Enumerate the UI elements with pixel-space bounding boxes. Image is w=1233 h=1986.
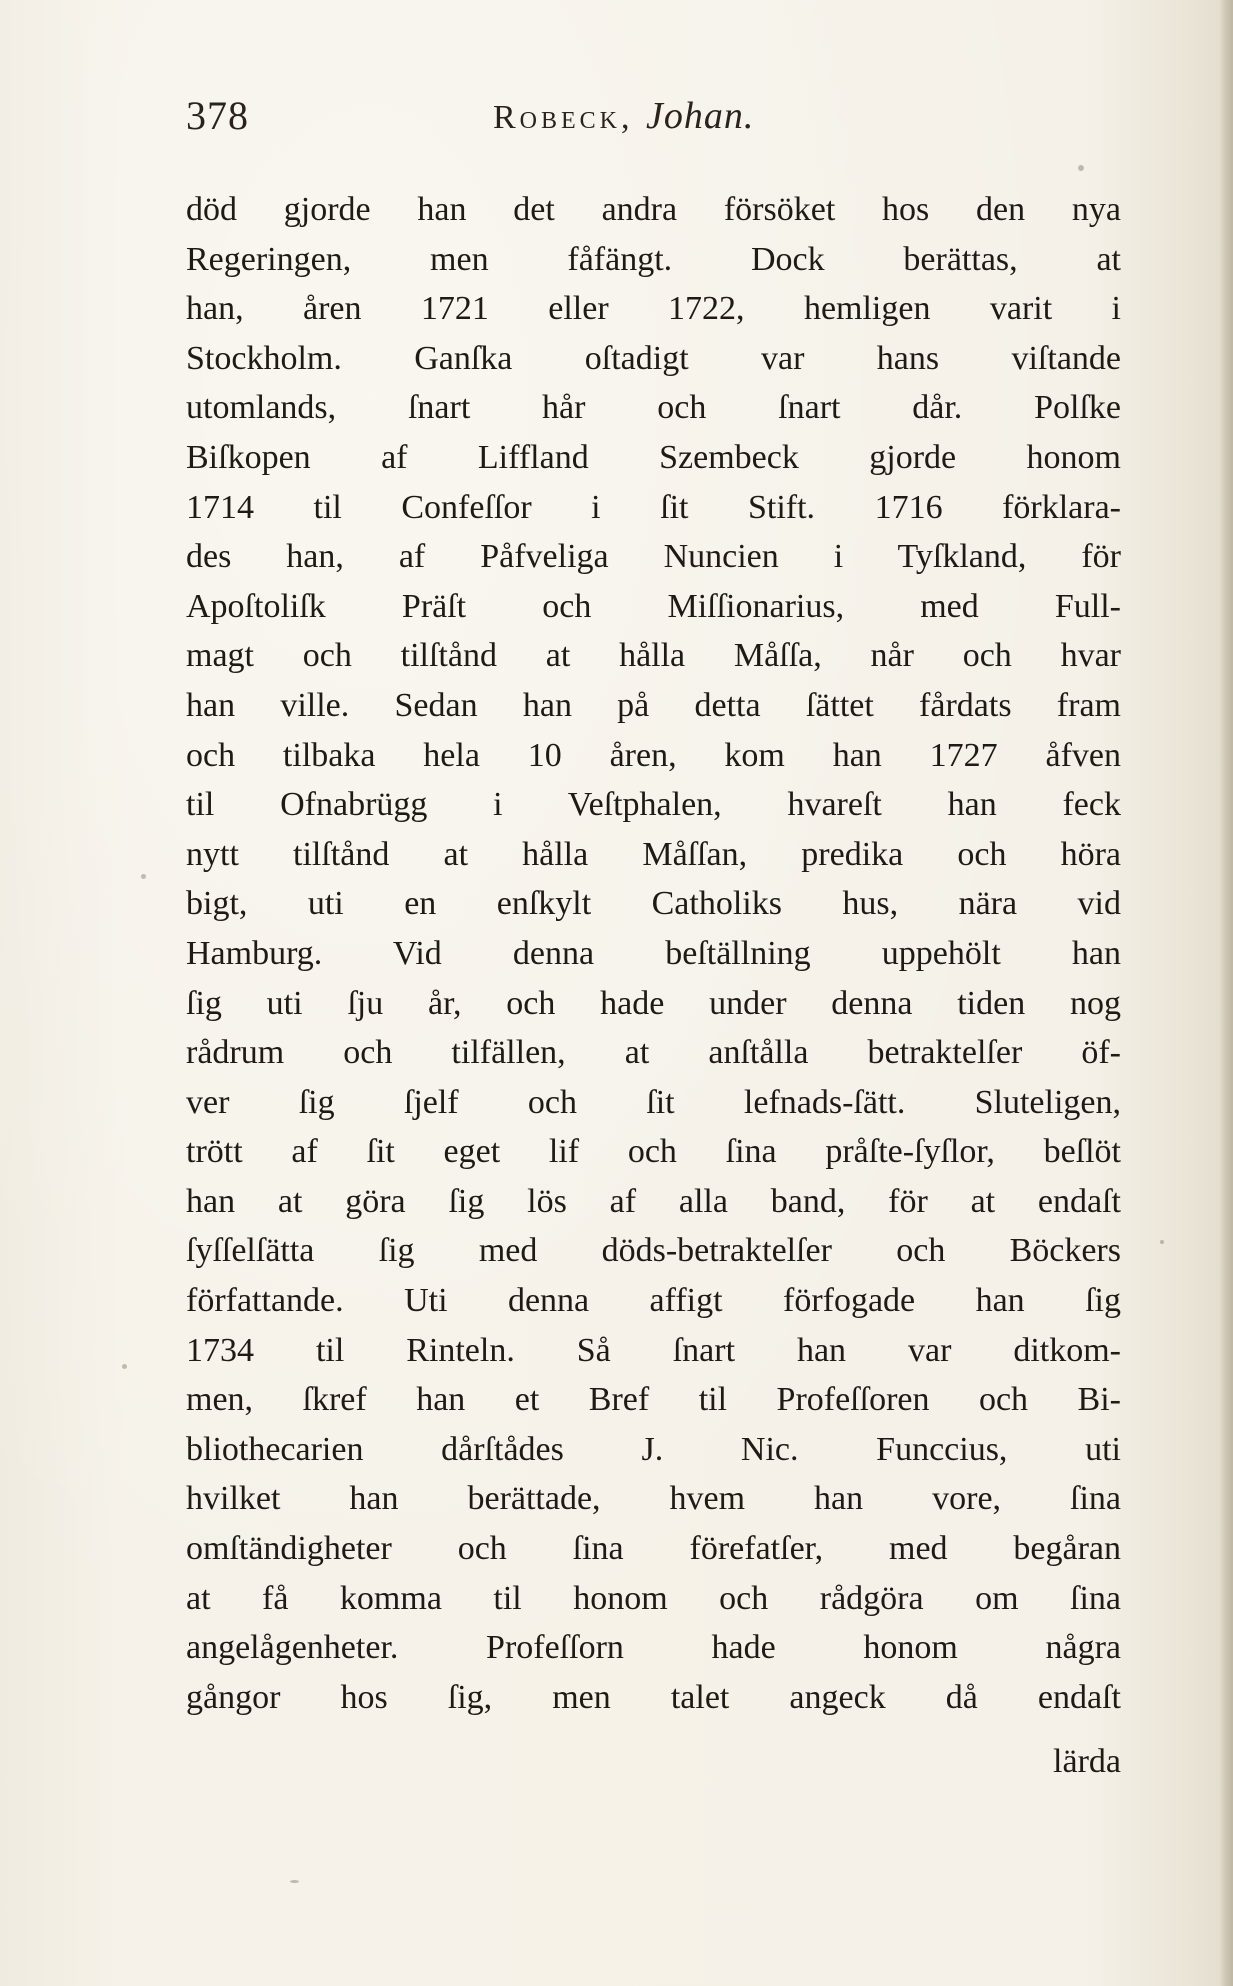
text-line: han at göra ſig lös af alla band, för at endaſt xyxy=(186,1182,1121,1220)
text-line: angelågenheter. Profeſſorn hade honom några xyxy=(186,1629,1121,1667)
text-line: trött af ſit eget lif och ſina pråſte-ſyſlor, beſlöt xyxy=(186,1133,1121,1171)
text-line: han, åren 1721 eller 1722, hemligen varit i xyxy=(186,290,1121,328)
body-text xyxy=(186,185,1121,1722)
text-line: bigt, uti en enſkylt Catholiks hus, nära vid xyxy=(186,885,1121,923)
paper-speck xyxy=(1160,1240,1164,1244)
text-line: ſyſſelſätta ſig med döds-betraktelſer och Böckers xyxy=(186,1232,1121,1270)
text-line: til Ofnabrügg i Veſtphalen, hvareſt han feck xyxy=(186,786,1121,824)
text-line: Stockholm. Ganſka oſtadigt var hans viſtande xyxy=(186,339,1121,377)
text-line: utomlands, ſnart hår och ſnart dår. Polſke xyxy=(186,389,1121,427)
paper-speck xyxy=(141,874,146,879)
page-edge xyxy=(1219,0,1233,1986)
text-line: men, ſkref han et Bref til Profeſſoren och Bi- xyxy=(186,1381,1121,1419)
running-head-surname: Robeck, xyxy=(493,99,634,136)
page-header xyxy=(186,92,1126,152)
text-line: Hamburg. Vid denna beſtällning uppehölt han xyxy=(186,934,1121,972)
paper-speck xyxy=(122,1364,127,1369)
text-line: magt och tilſtånd at hålla Måſſa, når och hvar xyxy=(186,637,1121,675)
text-line: och tilbaka hela 10 åren, kom han 1727 åfven xyxy=(186,736,1121,774)
text-line: rådrum och tilfällen, at anſtålla betraktelſer öf- xyxy=(186,1034,1121,1072)
text-line: 1734 til Rinteln. Så ſnart han var ditkom- xyxy=(186,1331,1121,1369)
text-line: gångor hos ſig, men talet angeck då endaſt xyxy=(186,1678,1121,1716)
text-line: bliothecarien dårſtådes J. Nic. Funccius, uti xyxy=(186,1430,1121,1468)
text-line: hvilket han berättade, hvem han vore, ſina xyxy=(186,1480,1121,1518)
page-number: 378 xyxy=(186,93,249,138)
text-line: författande. Uti denna affigt förfogade han ſig xyxy=(186,1282,1121,1320)
text-line: Regeringen, men fåfängt. Dock berättas, at xyxy=(186,240,1121,278)
paper-speck xyxy=(290,1880,299,1883)
text-line: nytt tilſtånd at hålla Måſſan, predika och höra xyxy=(186,835,1121,873)
text-line: Biſkopen af Liffland Szembeck gjorde honom xyxy=(186,438,1121,476)
text-line: at få komma til honom och rådgöra om ſina xyxy=(186,1579,1121,1617)
text-line: ſig uti ſju år, och hade under denna tiden nog xyxy=(186,984,1121,1022)
running-head xyxy=(493,94,754,138)
text-line: ver ſig ſjelf och ſit lefnads-ſätt. Sluteligen, xyxy=(186,1083,1121,1121)
text-line: 1714 til Confeſſor i ſit Stift. 1716 förklara- xyxy=(186,488,1121,526)
catchword: lärda xyxy=(1053,1743,1121,1780)
text-line: han ville. Sedan han på detta ſättet fårdats fram xyxy=(186,686,1121,724)
text-line: des han, af Påfveliga Nuncien i Tyſkland, för xyxy=(186,538,1121,576)
text-line: Apoſtoliſk Präſt och Miſſionarius, med Full- xyxy=(186,587,1121,625)
running-head-given-name: Johan. xyxy=(646,95,755,137)
paper-speck xyxy=(1078,165,1084,171)
text-line: omſtändigheter och ſina förefatſer, med begåran xyxy=(186,1530,1121,1568)
text-line: död gjorde han det andra försöket hos den nya xyxy=(186,191,1121,228)
